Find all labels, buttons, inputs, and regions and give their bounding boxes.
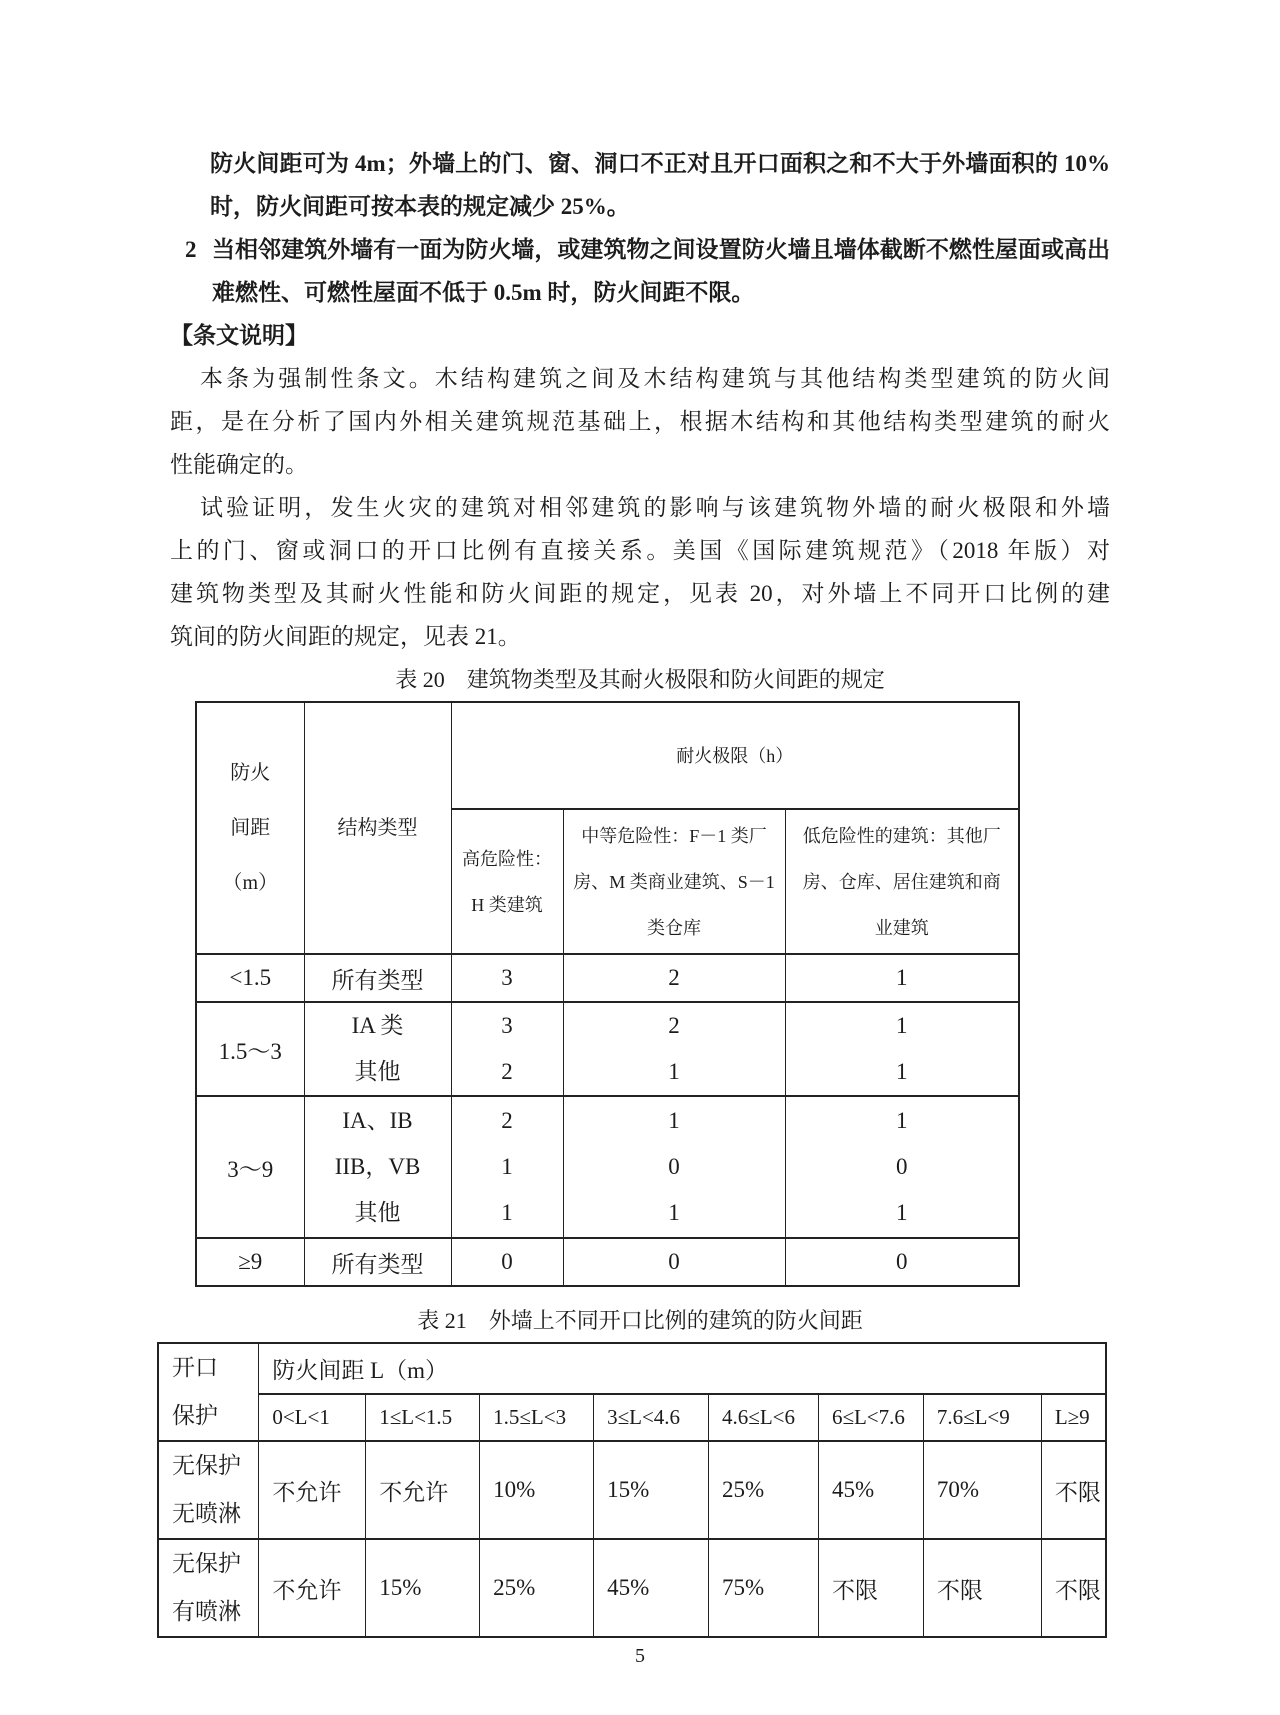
text-line: 性能确定的。 — [170, 452, 308, 477]
table-21 — [157, 1342, 1107, 1638]
table-cell: 1 — [785, 954, 1019, 1002]
table-row — [196, 1238, 1019, 1286]
text-line: 上的门、窗或洞口的开口比例有直接关系。美国《国际建筑规范》（2018 年版）对 — [170, 538, 1110, 563]
cell-line: 1 — [896, 1013, 908, 1038]
table-cell: ≥9 — [196, 1238, 304, 1286]
cell-line: 1 — [668, 1200, 680, 1225]
table-row — [196, 954, 1019, 1002]
header-line: （m） — [222, 871, 279, 894]
table-cell: 45% — [818, 1441, 923, 1539]
cell-line: 1 — [501, 1200, 513, 1225]
t21-col-header: 7.6≤L<9 — [923, 1394, 1041, 1441]
paragraph-item1-continuation — [210, 142, 1110, 228]
t20-header-high-risk — [451, 809, 563, 954]
table-cell: 所有类型 — [304, 1238, 451, 1286]
row-label — [158, 1539, 259, 1637]
header-line: 间距 — [230, 816, 271, 839]
cell-line: 2 — [668, 1013, 680, 1038]
cell-line: 1 — [668, 1059, 680, 1084]
t21-col-header: L≥9 — [1041, 1394, 1106, 1441]
table-cell: 75% — [709, 1539, 819, 1637]
table-cell: <1.5 — [196, 954, 304, 1002]
t20-header-low-risk — [785, 809, 1019, 954]
t21-header-separation-distance: 防火间距 L（m） — [259, 1343, 1106, 1394]
header-line: 高危险性： — [462, 848, 552, 869]
table-row — [196, 1002, 1019, 1096]
header-line: 保护 — [172, 1403, 218, 1428]
table21-caption: 表 21 外墙上不同开口比例的建筑的防火间距 — [417, 1308, 863, 1333]
table-cell: 不限 — [818, 1539, 923, 1637]
table-cell — [785, 1002, 1019, 1096]
cell-line: 1 — [896, 1108, 908, 1133]
table-cell: 不限 — [1041, 1441, 1106, 1539]
table-row — [196, 702, 1019, 809]
table-20 — [195, 701, 1020, 1287]
cell-line: 无保护 — [172, 1551, 241, 1576]
cell-line: 有喷淋 — [172, 1599, 241, 1624]
header-line: 房、仓库、居住建筑和商 — [802, 871, 1001, 892]
table-cell: 3 — [451, 954, 563, 1002]
table-cell: 不允许 — [259, 1539, 366, 1637]
text-line: 距，是在分析了国内外相关建筑规范基础上，根据木结构和其他结构类型建筑的耐火 — [170, 409, 1110, 434]
t20-header-distance — [196, 702, 304, 954]
header-line: 开口 — [172, 1355, 218, 1380]
paragraph-2 — [170, 486, 1110, 658]
table-cell — [304, 1096, 451, 1238]
header-line: 低危险性的建筑：其他厂 — [802, 825, 1001, 846]
item-number: 2 — [185, 237, 197, 262]
text-line: 当相邻建筑外墙有一面为防火墙，或建筑物之间设置防火墙且墙体截断不燃性屋面或高出 — [212, 237, 1110, 262]
header-line: H 类建筑 — [471, 894, 543, 915]
cell-line: 2 — [501, 1108, 513, 1133]
table-cell: 所有类型 — [304, 954, 451, 1002]
t20-header-medium-risk — [563, 809, 785, 954]
cell-line: 1 — [501, 1154, 513, 1179]
header-line: 房、M 类商业建筑、S－1 — [573, 871, 775, 892]
cell-line: IIB，VB — [334, 1154, 421, 1179]
t21-col-header: 0<L<1 — [259, 1394, 366, 1441]
table-cell: 70% — [923, 1441, 1041, 1539]
cell-line: 其他 — [354, 1059, 401, 1084]
t21-col-header: 3≤L<4.6 — [594, 1394, 709, 1441]
cell-line: 1 — [896, 1200, 908, 1225]
table-row — [158, 1394, 1106, 1441]
table-cell: 45% — [594, 1539, 709, 1637]
table-cell: 1.5～3 — [196, 1002, 304, 1096]
cell-line: IA、IB — [342, 1108, 413, 1133]
cell-line: 无喷淋 — [172, 1501, 241, 1526]
text-line: 本条为强制性条文。木结构建筑之间及木结构建筑与其他结构类型建筑的防火间 — [200, 366, 1110, 391]
t21-col-header: 4.6≤L<6 — [709, 1394, 819, 1441]
table-cell: 0 — [785, 1238, 1019, 1286]
cell-line: IA 类 — [351, 1013, 404, 1038]
cell-line: 3 — [501, 1013, 513, 1038]
page-content — [170, 142, 1110, 1638]
table-cell: 25% — [480, 1539, 594, 1637]
table-cell: 2 — [563, 954, 785, 1002]
header-line: 类仓库 — [647, 917, 701, 938]
t21-col-header: 1.5≤L<3 — [480, 1394, 594, 1441]
item-text — [212, 228, 1110, 314]
table-row — [196, 1096, 1019, 1238]
text-line: 时，防火间距可按本表的规定减少 25%。 — [210, 194, 630, 219]
cell-line: 2 — [501, 1059, 513, 1084]
t21-header-opening-protection — [158, 1343, 259, 1441]
paragraph-1 — [170, 357, 1110, 486]
cell-line: 0 — [668, 1154, 680, 1179]
table-cell: 25% — [709, 1441, 819, 1539]
section-heading: 【条文说明】 — [170, 323, 308, 348]
t21-col-header: 6≤L<7.6 — [818, 1394, 923, 1441]
table-cell: 不允许 — [366, 1441, 480, 1539]
table-cell: 不限 — [1041, 1539, 1106, 1637]
text-line: 建筑物类型及其耐火性能和防火间距的规定，见表 20，对外墙上不同开口比例的建 — [170, 581, 1110, 606]
table-row — [158, 1539, 1106, 1637]
table-cell — [451, 1096, 563, 1238]
t20-header-fire-resistance — [451, 702, 1019, 809]
table20-caption: 表 20 建筑物类型及其耐火极限和防火间距的规定 — [395, 667, 885, 692]
header-line: 结构类型 — [337, 816, 418, 839]
cell-line: 其他 — [354, 1200, 401, 1225]
table-row — [158, 1441, 1106, 1539]
table-cell: 15% — [366, 1539, 480, 1637]
cell-line: 无保护 — [172, 1453, 241, 1478]
text-line: 防火间距可为 4m；外墙上的门、窗、洞口不正对且开口面积之和不大于外墙面积的 10% — [210, 151, 1110, 176]
t20-header-structure-type — [304, 702, 451, 954]
table-cell — [563, 1002, 785, 1096]
header-line: 耐火极限（h） — [676, 745, 794, 766]
table-cell — [304, 1002, 451, 1096]
table-cell: 3～9 — [196, 1096, 304, 1238]
page-number: 5 — [635, 1645, 645, 1667]
table-cell: 15% — [594, 1441, 709, 1539]
header-line: 中等危险性：F－1 类厂 — [581, 825, 767, 846]
table-cell: 不允许 — [259, 1441, 366, 1539]
list-item-2 — [170, 228, 1110, 314]
table-cell — [563, 1096, 785, 1238]
header-line: 防火 — [230, 761, 271, 784]
table-cell: 10% — [480, 1441, 594, 1539]
header-line: 业建筑 — [874, 917, 929, 938]
row-label — [158, 1441, 259, 1539]
text-line: 筑间的防火间距的规定，见表 21。 — [170, 624, 521, 649]
text-line: 难燃性、可燃性屋面不低于 0.5m 时，防火间距不限。 — [212, 280, 755, 305]
table-cell: 0 — [451, 1238, 563, 1286]
table-cell — [785, 1096, 1019, 1238]
t21-col-header: 1≤L<1.5 — [366, 1394, 480, 1441]
cell-line: 1 — [896, 1059, 908, 1084]
table-cell — [451, 1002, 563, 1096]
cell-line: 0 — [896, 1154, 908, 1179]
table-cell: 0 — [563, 1238, 785, 1286]
text-line: 试验证明，发生火灾的建筑对相邻建筑的影响与该建筑物外墙的耐火极限和外墙 — [200, 495, 1110, 520]
cell-line: 1 — [668, 1108, 680, 1133]
table-row — [158, 1343, 1106, 1394]
table-cell: 不限 — [923, 1539, 1041, 1637]
